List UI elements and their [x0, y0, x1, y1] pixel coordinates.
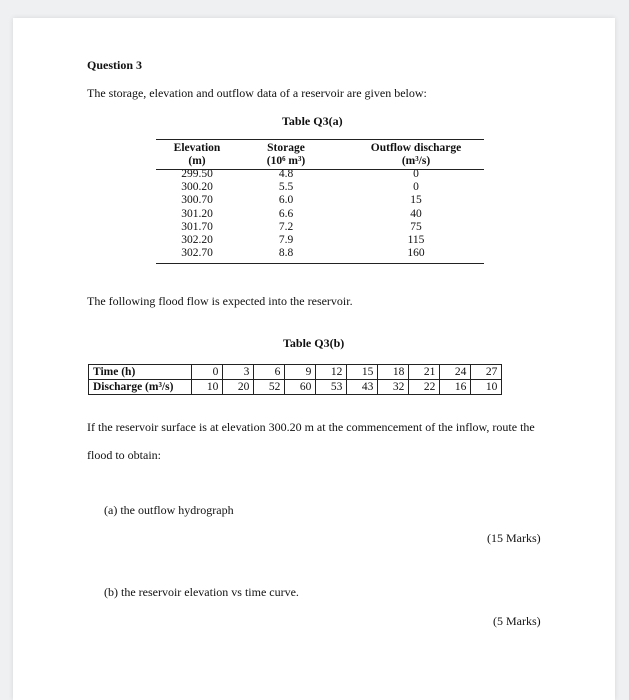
cell-storage: 8.8	[278, 247, 294, 260]
table-q3b	[88, 364, 502, 395]
intro-text: The storage, elevation and outflow data of a reservoir are given below:	[87, 86, 427, 100]
cell-elevation: 301.70	[181, 220, 213, 233]
route-text-line2: flood to obtain:	[87, 448, 161, 462]
header-elevation: Elevation	[173, 142, 221, 154]
discharge-cell: 10	[471, 380, 502, 395]
cell-storage: 5.5	[278, 181, 294, 194]
table-row-time	[89, 365, 502, 380]
discharge-cell: 52	[254, 380, 285, 395]
cell-elevation: 300.20	[181, 181, 213, 194]
table-row-discharge	[89, 380, 502, 395]
header-outflow: Outflow discharge	[370, 142, 462, 154]
marks-a: (15 Marks)	[487, 531, 541, 545]
cell-outflow: 160	[407, 247, 425, 260]
marks-b: (5 Marks)	[493, 614, 541, 628]
time-cell: 18	[378, 365, 409, 380]
cell-outflow: 15	[410, 194, 422, 207]
time-cell: 27	[471, 365, 502, 380]
header-elevation-unit: (m)	[188, 155, 206, 167]
header-storage-unit: (10⁶ m³)	[266, 155, 306, 167]
table-a-col-elevation	[156, 142, 238, 260]
discharge-cell: 32	[378, 380, 409, 395]
cell-elevation: 300.70	[181, 194, 213, 207]
header-outflow-unit: (m³/s)	[401, 155, 431, 167]
cell-outflow: 75	[410, 220, 422, 233]
cell-storage: 7.9	[278, 233, 294, 246]
time-cell: 0	[192, 365, 223, 380]
time-label: Time (h)	[89, 365, 192, 380]
cell-storage: 6.0	[278, 194, 294, 207]
header-storage: Storage	[267, 142, 305, 154]
document-page	[13, 18, 615, 700]
time-cell: 6	[254, 365, 285, 380]
time-cell: 3	[223, 365, 254, 380]
table-a-header-rule	[156, 169, 484, 170]
table-b-caption: Table Q3(b)	[283, 336, 345, 350]
discharge-label: Discharge (m³/s)	[89, 380, 192, 395]
cell-elevation: 302.20	[181, 233, 213, 246]
time-cell: 24	[440, 365, 471, 380]
question-title: Question 3	[87, 58, 143, 72]
discharge-cell: 53	[316, 380, 347, 395]
table-a-bottom-rule	[156, 263, 484, 264]
table-a-col-outflow	[356, 142, 476, 260]
cell-outflow: 115	[407, 233, 425, 246]
table-a-caption: Table Q3(a)	[282, 114, 343, 128]
cell-storage: 6.6	[278, 207, 294, 220]
time-cell: 12	[316, 365, 347, 380]
part-a-text: (a) the outflow hydrograph	[104, 503, 234, 517]
part-b-text: (b) the reservoir elevation vs time curve.	[104, 585, 299, 599]
route-text-line1: If the reservoir surface is at elevation 300.20 m at the commencement of the inflow, route the	[87, 420, 535, 434]
discharge-cell: 60	[285, 380, 316, 395]
time-cell: 15	[347, 365, 378, 380]
cell-storage: 4.8	[278, 168, 294, 180]
discharge-cell: 10	[192, 380, 223, 395]
cell-elevation: 299.50	[181, 168, 213, 180]
discharge-cell: 16	[440, 380, 471, 395]
flood-text: The following flood flow is expected into the reservoir.	[87, 294, 353, 308]
cell-storage: 7.2	[278, 220, 294, 233]
time-cell: 9	[285, 365, 316, 380]
cell-elevation: 302.70	[181, 247, 213, 260]
discharge-cell: 43	[347, 380, 378, 395]
table-a-col-storage	[251, 142, 321, 260]
cell-outflow: 0	[413, 168, 419, 180]
discharge-cell: 20	[223, 380, 254, 395]
discharge-cell: 22	[409, 380, 440, 395]
time-cell: 21	[409, 365, 440, 380]
table-a-top-rule	[156, 139, 484, 140]
cell-outflow: 0	[413, 181, 419, 194]
cell-elevation: 301.20	[181, 207, 213, 220]
cell-outflow: 40	[410, 207, 422, 220]
